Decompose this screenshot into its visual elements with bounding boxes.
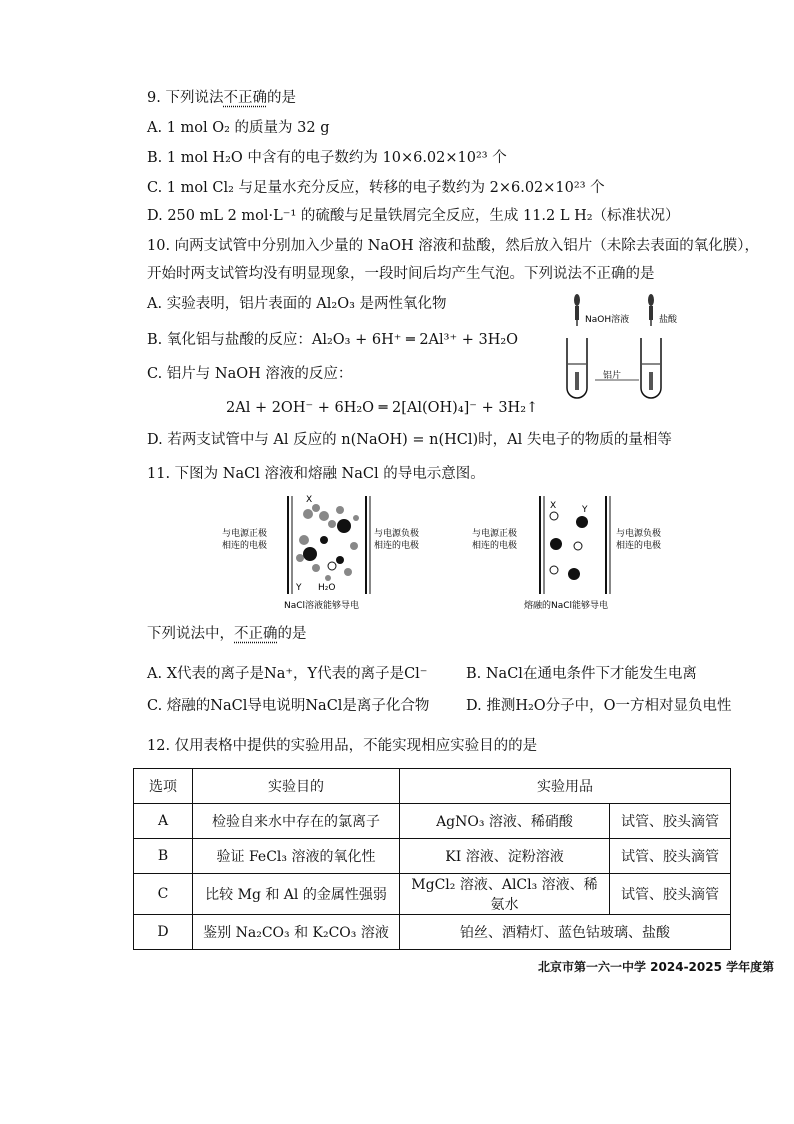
table-row	[134, 874, 731, 915]
q11-stem: 11. 下图为 NaCl 溶液和熔融 NaCl 的导电示意图。	[147, 466, 485, 482]
q12-stem: 12. 仅用表格中提供的实验用品，不能实现相应实验目的的是	[147, 738, 538, 754]
q11-option-d: D. 推测H₂O分子中，O一方相对显负电性	[466, 698, 732, 714]
left-pos-electrode-label: 与电源正极	[222, 529, 268, 539]
row-d-reagents: 铂丝、酒精灯、蓝色钴玻璃、盐酸	[400, 915, 731, 950]
row-d-goal: 鉴别 Na₂CO₃ 和 K₂CO₃ 溶液	[193, 915, 400, 950]
nacl-solution-diagram	[220, 494, 420, 612]
ion-open-3	[550, 566, 558, 574]
label-x-right: X	[550, 501, 557, 511]
header-materials: 实验用品	[400, 769, 731, 804]
right-neg-electrode-label: 与电源负极	[616, 529, 662, 539]
row-d-option: D	[134, 915, 193, 950]
table-row	[134, 915, 731, 950]
dropper-left-icon	[574, 294, 580, 326]
header-option: 选项	[134, 769, 193, 804]
label-h2o: H₂O	[318, 583, 336, 593]
left-diagram-caption: NaCl溶液能够导电	[284, 601, 360, 611]
al-label: 铝片	[603, 371, 622, 381]
row-b-option: B	[134, 839, 193, 874]
ion-open-1	[550, 512, 558, 520]
al-strip-right	[649, 372, 653, 390]
row-a-option: A	[134, 804, 193, 839]
q10-option-b: B. 氧化铝与盐酸的反应：Al₂O₃ + 6H⁺ ═ 2Al³⁺ + 3H₂O	[147, 332, 519, 348]
q10-stem-line2: 开始时两支试管均没有明显现象，一段时间后均产生气泡。下列说法不正确的是	[147, 266, 655, 282]
q11-option-c: C. 熔融的NaCl导电说明NaCl是离子化合物	[147, 698, 430, 714]
left-neg-electrode-label-2: 相连的电极	[374, 541, 420, 551]
q9-option-d: D. 250 mL 2 mol·L⁻¹ 的硫酸与足量铁屑完全反应，生成 11.2 L H₂（标准状况）	[147, 208, 680, 224]
q10-option-a: A. 实验表明，铝片表面的 Al₂O₃ 是两性氧化物	[147, 296, 447, 312]
ion-large-1	[337, 519, 351, 533]
q9-stem	[147, 88, 296, 108]
test-tubes-figure	[555, 292, 685, 398]
h2o-molecule	[328, 562, 336, 570]
table-row	[134, 839, 731, 874]
ion-filled-1	[576, 516, 588, 528]
row-c-option: C	[134, 874, 193, 915]
q11-ask	[147, 624, 307, 644]
q10-option-c-equation: 2Al + 2OH⁻ + 6H₂O ═ 2[Al(OH)₄]⁻ + 3H₂↑	[226, 400, 539, 416]
hydrated-ions-cluster	[296, 504, 359, 581]
molten-nacl-diagram	[470, 494, 680, 612]
left-neg-electrode-label: 与电源负极	[374, 529, 420, 539]
right-pos-electrode-label: 与电源正极	[472, 529, 518, 539]
q11-ask-suffix: 的是	[277, 626, 307, 642]
header-goal: 实验目的	[193, 769, 400, 804]
q11-option-a: A. X代表的离子是Na⁺，Y代表的离子是Cl⁻	[147, 666, 428, 682]
right-neg-electrode-label-2: 相连的电极	[616, 541, 662, 551]
label-y-left: Y	[296, 583, 302, 593]
table-header-row	[134, 769, 731, 804]
row-b-tools: 试管、胶头滴管	[610, 839, 731, 874]
q10-option-d: D. 若两支试管中与 Al 反应的 n(NaOH) = n(HCl)时，Al 失电子的物质的量相等	[147, 432, 672, 448]
ion-open-2	[574, 542, 582, 550]
left-pos-electrode-label-2: 相连的电极	[222, 541, 268, 551]
row-b-reagents: KI 溶液、淀粉溶液	[400, 839, 610, 874]
table-row	[134, 804, 731, 839]
row-a-goal: 检验自来水中存在的氯离子	[193, 804, 400, 839]
q11-ask-prefix: 下列说法中，	[147, 626, 234, 642]
label-y-right: Y	[582, 505, 588, 515]
q9-option-c: C. 1 mol Cl₂ 与足量水充分反应，转移的电子数约为 2×6.02×10²³ 个	[147, 180, 605, 196]
ion-small-1	[320, 536, 328, 544]
q9-option-b: B. 1 mol H₂O 中含有的电子数约为 10×6.02×10²³ 个	[147, 150, 507, 166]
right-pos-electrode-label-2: 相连的电极	[472, 541, 518, 551]
row-b-goal: 验证 FeCl₃ 溶液的氧化性	[193, 839, 400, 874]
page-footer: 北京市第一六一中学 2024-2025 学年度第	[538, 960, 775, 974]
naoh-label: NaOH溶液	[585, 315, 630, 325]
q9-option-a: A. 1 mol O₂ 的质量为 32 g	[147, 120, 330, 136]
q9-stem-suffix: 的是	[266, 90, 296, 106]
al-strip-left	[575, 372, 579, 390]
ion-filled-3	[568, 568, 580, 580]
q10-option-c: C. 铝片与 NaOH 溶液的反应：	[147, 366, 353, 382]
row-a-reagents: AgNO₃ 溶液、稀硝酸	[400, 804, 610, 839]
ion-large-2	[303, 547, 317, 561]
label-x-left: X	[306, 495, 313, 505]
dropper-right-icon	[648, 294, 654, 326]
row-a-tools: 试管、胶头滴管	[610, 804, 731, 839]
q11-option-b: B. NaCl在通电条件下才能发生电离	[466, 666, 697, 682]
q10-stem-line1: 10. 向两支试管中分别加入少量的 NaOH 溶液和盐酸，然后放入铝片（未除去表面的氧化膜），	[147, 238, 759, 254]
ion-filled-2	[550, 538, 562, 550]
row-c-reagents: MgCl₂ 溶液、AlCl₃ 溶液、稀氨水	[400, 874, 610, 915]
row-c-tools: 试管、胶头滴管	[610, 874, 731, 915]
q9-stem-prefix: 9. 下列说法	[147, 90, 224, 106]
q9-stem-emph: 不正确	[223, 90, 267, 106]
ion-small-2	[336, 556, 344, 564]
hcl-label: 盐酸	[659, 315, 678, 325]
row-c-goal: 比较 Mg 和 Al 的金属性强弱	[193, 874, 400, 915]
q11-ask-emph: 不正确	[234, 626, 278, 642]
right-diagram-caption: 熔融的NaCl能够导电	[524, 601, 609, 611]
q12-table	[133, 768, 731, 950]
